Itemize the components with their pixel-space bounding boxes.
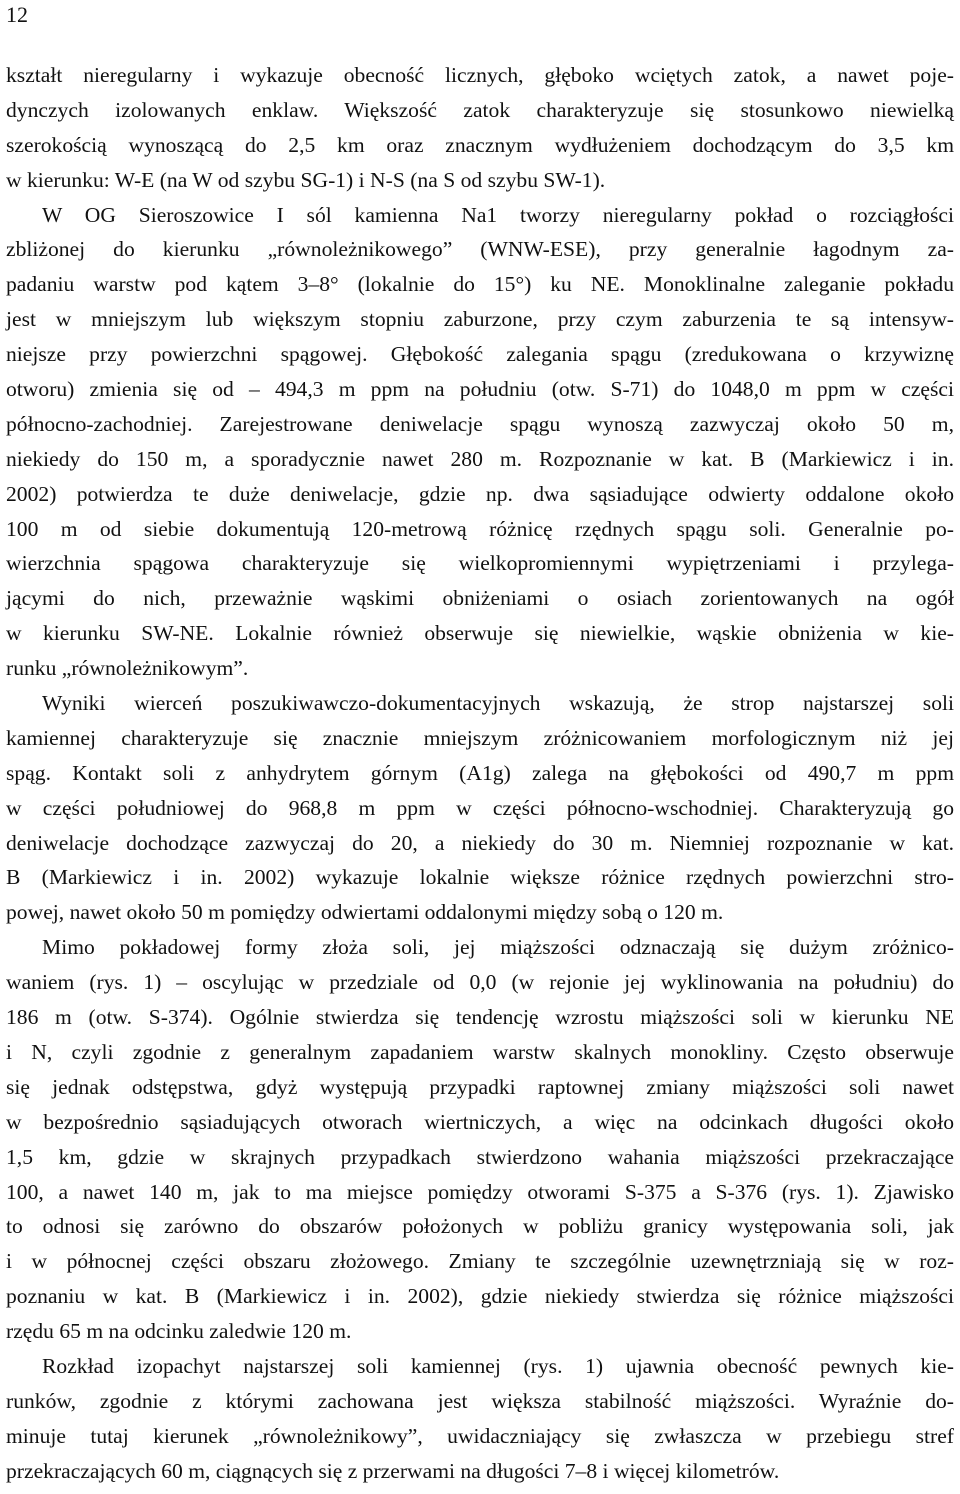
text-line: W OG Sieroszowice I sól kamienna Na1 tworzy nieregularny pokład o rozciągłości	[42, 202, 954, 227]
page-number: 12	[6, 2, 28, 27]
text-line: 2002) potwierdza te duże deniwelacje, gdzie np. dwa sąsiadujące odwierty oddalone około	[6, 481, 954, 506]
text-line: 100 m od siebie dokumentują 120-metrową różnicę rzędnych spągu soli. Generalnie po-	[6, 516, 954, 541]
text-line: spąg. Kontakt soli z anhydrytem górnym (A1g) zalega na głębokości od 490,7 m ppm	[6, 760, 954, 785]
text-line: niejsze przy powierzchni spągowej. Głębokość zalegania spągu (zredukowana o krzywiznę	[6, 342, 954, 367]
text-line: jest w mniejszym lub większym stopniu zaburzone, przy czym zaburzenia te są intensyw-	[6, 307, 954, 332]
text-line: 100, a nawet 140 m, jak to ma miejsce pomiędzy otworami S-375 a S-376 (rys. 1). Zjawisko	[6, 1179, 954, 1204]
text-line: i w północnej części obszaru złożowego. Zmiany te szczególnie uzewnętrzniają się w roz-	[6, 1249, 954, 1274]
paragraph	[6, 1349, 954, 1489]
text-line: powej, nawet około 50 m pomiędzy odwiertami oddalonymi między sobą o 120 m.	[6, 900, 724, 925]
text-line: rzędu 65 m na odcinku zaledwie 120 m.	[6, 1319, 352, 1344]
text-line: runków, zgodnie z którymi zachowana jest większa stabilność miąższości. Wyraźnie do-	[6, 1388, 954, 1413]
text-line: Wyniki wierceń poszukiwawczo-dokumentacyjnych wskazują, że strop najstarszej soli	[42, 691, 954, 716]
text-line: 186 m (otw. S-374). Ogólnie stwierdza się tendencję wzrostu miąższości soli w kierunku NE	[6, 1005, 954, 1030]
text-line: padaniu warstw pod kątem 3–8° (lokalnie do 15°) ku NE. Monoklinalne zaleganie pokładu	[6, 272, 954, 297]
text-line: zbliżonej do kierunku „równoleżnikowego” (WNW-ESE), przy generalnie łagodnym za-	[6, 237, 954, 262]
text-line: i N, czyli zgodnie z generalnym zapadaniem warstw skalnych monokliny. Często obserwuje	[6, 1039, 954, 1064]
text-line: kamiennej charakteryzuje się znacznie mniejszym zróżnicowaniem morfologicznym niż jej	[6, 725, 954, 750]
text-line: runku „równoleżnikowym”.	[6, 656, 249, 681]
text-line: się jednak odstępstwa, gdyż występują przypadki raptownej zmiany miąższości soli nawet	[6, 1074, 954, 1099]
text-line: waniem (rys. 1) – oscylując w przedziale od 0,0 (w rejonie jej wyklinowania na południu) do	[6, 970, 954, 995]
text-line: Mimo pokładowej formy złoża soli, jej miąższości odznaczają się dużym zróżnico-	[42, 935, 954, 960]
text-line: poznaniu w kat. B (Markiewicz i in. 2002), gdzie niekiedy stwierdza się różnice miąższości	[6, 1284, 954, 1309]
text-line: otworu) zmienia się od – 494,3 m ppm na południu (otw. S-71) do 1048,0 m ppm w części	[6, 377, 954, 402]
paragraph	[6, 686, 954, 930]
text-line: wierzchnia spągowa charakteryzuje się wielkopromiennymi wypiętrzeniami i przylega-	[6, 551, 954, 576]
text-line: to odnosi się zarówno do obszarów położonych w pobliżu granicy występowania soli, jak	[6, 1214, 954, 1239]
text-line: w kierunku SW-NE. Lokalnie również obserwuje się niewielkie, wąskie obniżenia w kie-	[6, 621, 954, 646]
text-line: w bezpośrednio sąsiadujących otworach wiertniczych, a więc na odcinkach długości około	[6, 1109, 954, 1134]
paragraph	[6, 58, 954, 198]
paragraph	[6, 198, 954, 686]
text-line: jącymi do nich, przeważnie wąskimi obniżeniami o osiach zorientowanych na ogół	[6, 586, 954, 611]
text-line: deniwelacje dochodzące zazwyczaj do 20, a niekiedy do 30 m. Niemniej rozpoznanie w kat.	[6, 830, 954, 855]
text-line: niekiedy do 150 m, a sporadycznie nawet 280 m. Rozpoznanie w kat. B (Markiewicz i in.	[6, 446, 954, 471]
paragraph	[6, 930, 954, 1349]
text-line: przekraczających 60 m, ciągnących się z przerwami na długości 7–8 i więcej kilometrów.	[6, 1458, 780, 1483]
text-line: w kierunku: W-E (na W od szybu SG-1) i N-S (na S od szybu SW-1).	[6, 167, 606, 192]
text-line: kształt nieregularny i wykazuje obecność licznych, głęboko wciętych zatok, a nawet poje-	[6, 63, 954, 87]
text-line: 1,5 km, gdzie w skrajnych przypadkach stwierdzono wahania miąższości przekraczające	[6, 1144, 954, 1169]
text-line: B (Markiewicz i in. 2002) wykazuje lokalnie większe różnice rzędnych powierzchni stro-	[6, 865, 954, 890]
text-line: Rozkład izopachyt najstarszej soli kamiennej (rys. 1) ujawnia obecność pewnych kie-	[42, 1353, 954, 1378]
text-line: minuje tutaj kierunek „równoleżnikowy”, uwidaczniający się zwłaszcza w przebiegu stref	[6, 1423, 954, 1448]
text-line: dynczych izolowanych enklaw. Większość zatok charakteryzuje się stosunkowo niewielką	[6, 97, 954, 122]
text-line: północno-zachodniej. Zarejestrowane deniwelacje spągu wynoszą zazwyczaj około 50 m,	[6, 411, 954, 436]
document-body	[6, 58, 954, 1489]
text-line: w części południowej do 968,8 m ppm w części północno-wschodniej. Charakteryzują go	[6, 795, 954, 820]
text-line: szerokością wynoszącą do 2,5 km oraz znacznym wydłużeniem dochodzącym do 3,5 km	[6, 132, 954, 157]
